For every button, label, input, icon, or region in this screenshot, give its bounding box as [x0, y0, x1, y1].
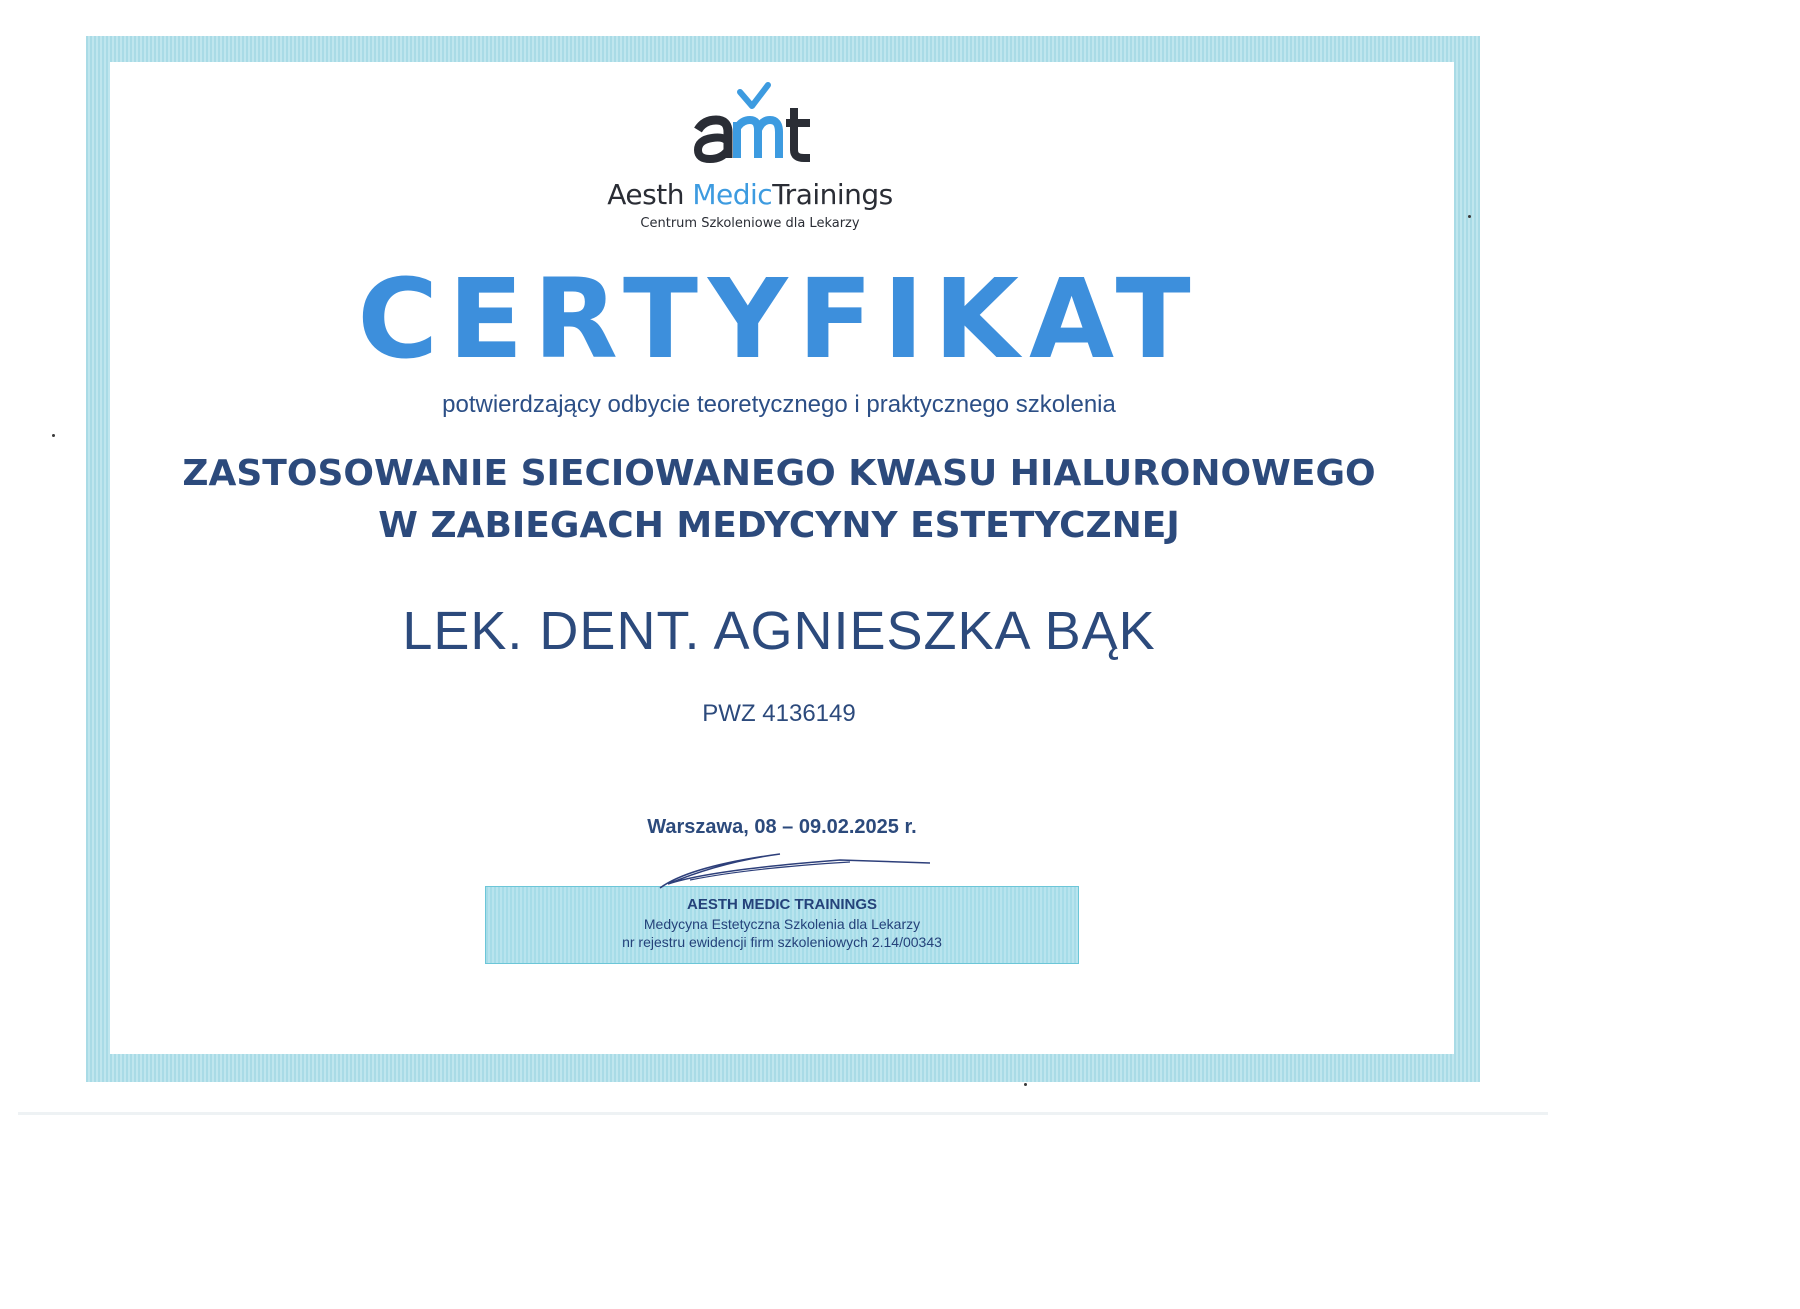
course-title-line-1: ZASTOSOWANIE SIECIOWANEGO KWASU HIALURONOWEGO: [182, 453, 1376, 494]
amt-logo: [690, 80, 820, 166]
signature: [650, 840, 950, 900]
scan-speck: [1468, 215, 1471, 218]
brand-part-aesth: Aesth: [607, 178, 684, 211]
stamp-registry-number: nr rejestru ewidencji firm szkoleniowych 2.14/00343: [622, 934, 942, 950]
place-and-date: Warszawa, 08 – 09.02.2025 r.: [647, 816, 917, 838]
recipient-name: LEK. DENT. AGNIESZKA BĄK: [402, 601, 1156, 661]
pwz-number: PWZ 4136149: [702, 700, 856, 727]
brand-part-medic: Medic: [692, 178, 773, 211]
brand-name: [560, 178, 940, 211]
certificate-subtitle: potwierdzający odbycie teoretycznego i praktycznego szkolenia: [442, 391, 1116, 418]
brand-part-trainings: Trainings: [772, 178, 893, 211]
course-title: [0, 448, 1558, 552]
course-title-line-2: W ZABIEGACH MEDYCYNY ESTETYCZNEJ: [378, 505, 1180, 546]
stamp-company-name: AESTH MEDIC TRAININGS: [686, 896, 877, 913]
scan-speck: [52, 434, 55, 437]
scan-edge-line: [18, 1112, 1548, 1115]
certificate-title: CERTYFIKAT: [357, 255, 1201, 383]
stamp-description: Medycyna Estetyczna Szkolenia dla Lekarzy: [643, 916, 921, 932]
scan-speck: [1024, 1083, 1027, 1086]
brand-tagline: Centrum Szkoleniowe dla Lekarzy: [640, 216, 860, 231]
